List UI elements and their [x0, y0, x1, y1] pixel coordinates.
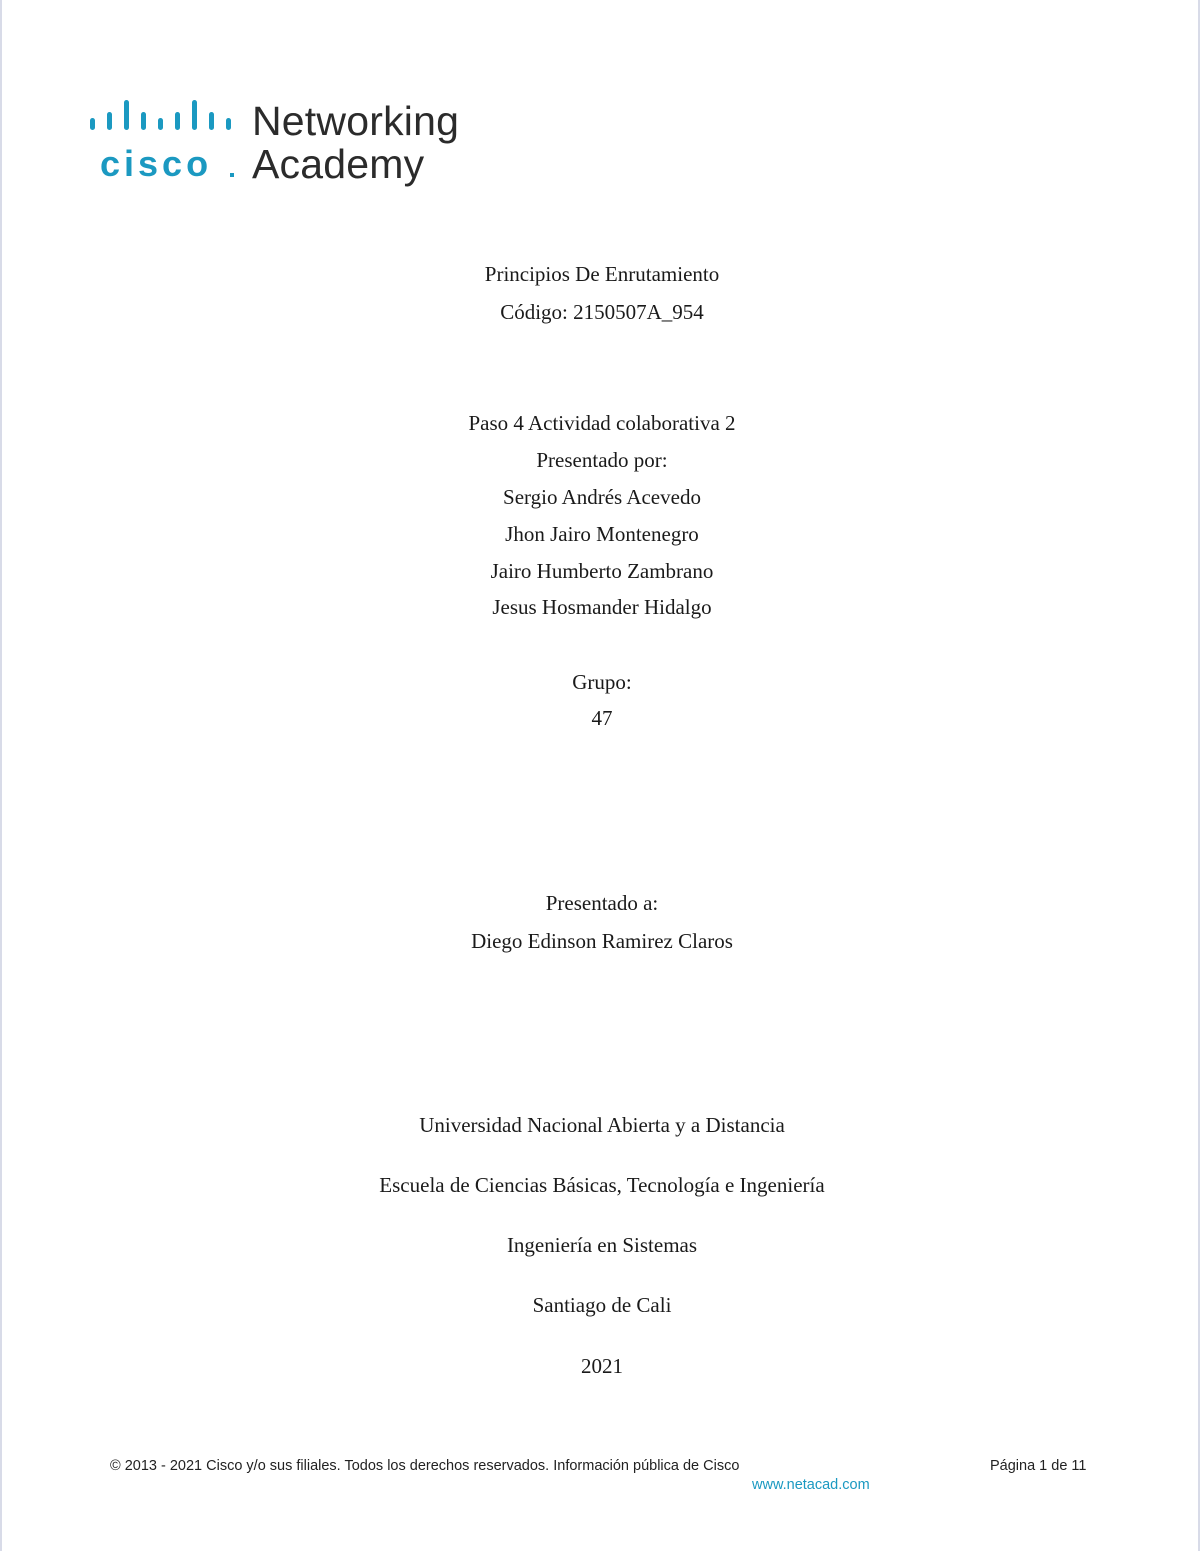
cisco-bars-icon — [88, 96, 238, 140]
cisco-trademark-dot — [230, 173, 234, 177]
logo-line-networking: Networking — [252, 98, 460, 144]
school-name: Escuela de Ciencias Básicas, Tecnología e Ingeniería — [379, 1173, 825, 1197]
group-number: 47 — [591, 706, 613, 730]
footer-page-number: Página 1 de 11 — [990, 1458, 1087, 1474]
year: 2021 — [581, 1354, 623, 1378]
presented-to-label: Presentado a: — [545, 891, 659, 915]
author-name: Sergio Andrés Acevedo — [503, 485, 701, 509]
course-code: Código: 2150507A_954 — [500, 300, 704, 324]
city-name: Santiago de Cali — [532, 1293, 672, 1317]
university-name: Universidad Nacional Abierta y a Distancia — [419, 1113, 785, 1137]
recipient-name: Diego Edinson Ramirez Claros — [471, 929, 733, 953]
footer-website-link[interactable]: www.netacad.com — [752, 1477, 870, 1493]
author-name: Jesus Hosmander Hidalgo — [492, 595, 712, 619]
footer-copyright: © 2013 - 2021 Cisco y/o sus filiales. Todos los derechos reservados. Información pública de Cisco — [110, 1458, 740, 1474]
cisco-networking-academy-logo — [88, 96, 468, 188]
presented-by-label: Presentado por: — [536, 448, 668, 472]
course-title: Principios De Enrutamiento — [484, 262, 720, 286]
author-name: Jhon Jairo Montenegro — [505, 522, 699, 546]
activity-title: Paso 4 Actividad colaborativa 2 — [468, 411, 736, 435]
program-name: Ingeniería en Sistemas — [506, 1233, 698, 1257]
cisco-wordmark: cisco — [100, 143, 213, 184]
group-label: Grupo: — [572, 670, 632, 694]
author-name: Jairo Humberto Zambrano — [490, 559, 714, 583]
logo-line-academy: Academy — [252, 141, 425, 187]
